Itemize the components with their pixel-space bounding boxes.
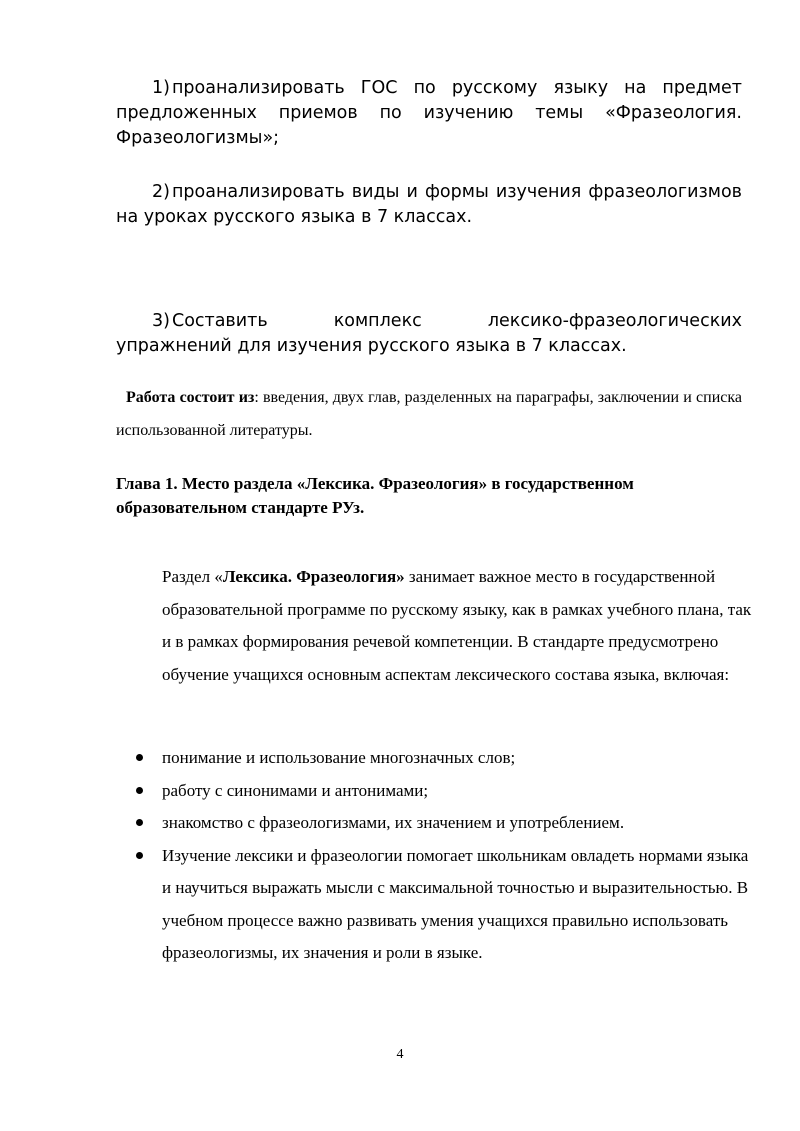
paragraph-bold: Лексика. Фразеология»: [222, 567, 405, 586]
task-number: 1): [152, 78, 170, 98]
task-item-2: [116, 180, 742, 230]
task-number: 2): [152, 182, 170, 202]
list-item: [162, 840, 752, 970]
task-item-1: [116, 76, 742, 151]
work-structure-lead: Работа состоит из: [126, 389, 255, 406]
task-item-3: [116, 309, 742, 359]
bullet-icon: [136, 787, 143, 794]
task-number: 3): [152, 311, 170, 331]
list-item-text: работу с синонимами и антонимами;: [162, 780, 429, 800]
bullet-icon: [136, 819, 143, 826]
paragraph-post: занимает важное место в государственной образовательной программе по русскому языку, как в рамках учебного плана, так и в рамках формирования речевой компетенции. В стандарте предусмотрено обучение учащихся основным аспектам лексического состава языка, включая:: [162, 567, 752, 684]
bullet-list: [162, 742, 752, 970]
list-item: [162, 807, 752, 840]
section-paragraph: [162, 561, 752, 691]
paragraph-pre: Раздел «: [162, 567, 223, 586]
work-structure-paragraph: [116, 381, 742, 447]
list-item-text: понимание и использование многозначных слов;: [162, 748, 516, 767]
chapter-heading: Глава 1. Место раздела «Лексика. Фразеология» в государственном образовательном стандарте РУз.: [116, 474, 634, 517]
bullet-icon: [136, 852, 143, 859]
list-item: [162, 742, 752, 775]
task-text: Составить комплекс лексико-фразеологических упражнений для изучения русского языка в 7 классах.: [116, 311, 742, 356]
list-item: [162, 775, 752, 808]
task-text: проанализировать виды и формы изучения фразеологизмов на уроках русского языка в 7 классах.: [116, 182, 742, 227]
work-structure-text: : введения, двух глав, разделенных на параграфы, заключении и списка использованной литературы.: [116, 389, 743, 439]
task-text: проанализировать ГОС по русскому языку на предмет предложенных приемов по изучению темы «Фразеология. Фразеологизмы»;: [116, 78, 742, 148]
page-number: 4: [396, 1047, 404, 1062]
list-item-text: знакомство с фразеологизмами, их значением и употреблением.: [162, 813, 625, 832]
bullet-icon: [136, 754, 143, 761]
list-item-text: Изучение лексики и фразеологии помогает школьникам овладеть нормами языка и научиться выражать мысли с максимальной точностью и выразительностью. В учебном процессе важно развивать умения учащихся правильно использовать фразеологизмы, их значения и роли в языке.: [162, 845, 749, 962]
